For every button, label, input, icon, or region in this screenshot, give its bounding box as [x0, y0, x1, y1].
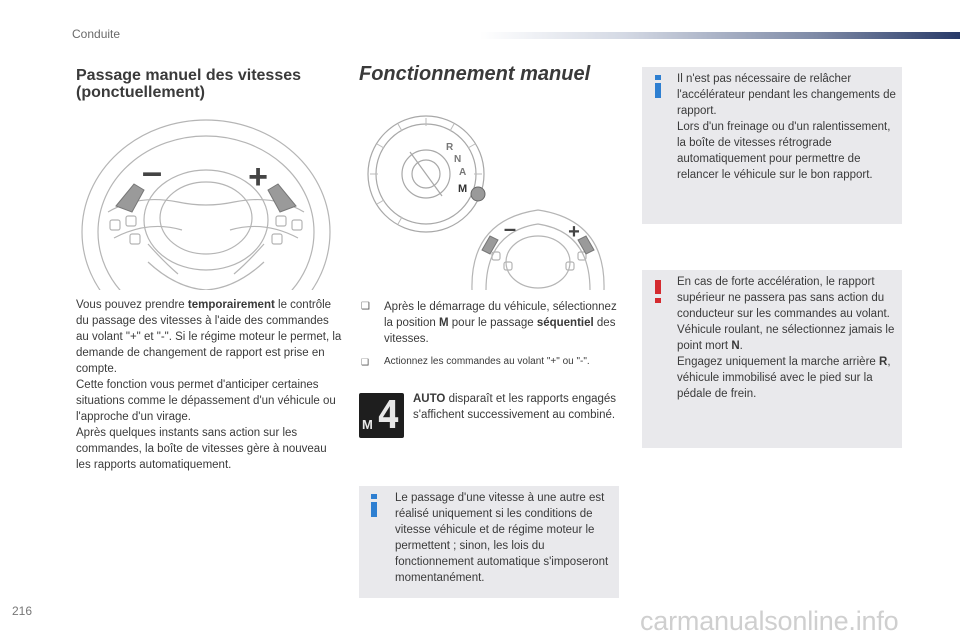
lcd-mode-letter: M: [362, 417, 373, 432]
checkbox-bullet-icon: ❑: [361, 357, 370, 367]
paragraph-anticipate: Cette fonction vous permet d'anticiper certaines situations comme le dépassement d'un véhicule ou l'approche d'un virage.: [76, 379, 336, 423]
selector-letter-a: A: [459, 167, 467, 178]
header-gradient-bar: [480, 32, 960, 39]
plus-paddle: [268, 184, 296, 212]
info-box-shift-conditions: Le passage d'une vitesse à une autre est réalisé uniquement si les conditions de vitesse véhicule et de régime moteur le permettent ; sinon, les lois du fonctionnement automatique s'imposeront momentanément.: [359, 486, 619, 598]
instrument-display: [359, 393, 404, 438]
left-body-text: [76, 297, 342, 473]
warning-box: En cas de forte accélération, le rapport supérieur ne passera pas sans action du conducteur sur les commandes au volant. Véhicule roulant, ne sélectionnez jamais le point mort N. Engagez uniquement la marche arrière R, véhicule immobilisé avec le pied sur la pédale de frein.: [642, 270, 902, 448]
section-title-manual-operation: Fonctionnement manuel: [359, 63, 591, 85]
auto-description: AUTO disparaît et les rapports engagés s'affichent successivement au combiné.: [413, 393, 617, 421]
minus-label-small: –: [503, 216, 517, 241]
minus-paddle: [116, 184, 144, 212]
plus-label-small: +: [568, 221, 580, 243]
minus-label: –: [141, 151, 163, 192]
selector-letter-r: R: [446, 142, 454, 153]
bullet-select-m: ❑ Après le démarrage du véhicule, sélectionnez la position M pour le passage séquentiel des vitesses.: [361, 301, 617, 345]
section-title-manual-shift: Passage manuel des vitesses (ponctuellement): [76, 67, 302, 101]
bullet-use-controls: ❑ Actionnez les commandes au volant "+" ou "-".: [361, 356, 590, 367]
paragraph-auto-return: Après quelques instants sans action sur les commandes, la boîte de vitesses gère à nouveau les rapports automatiquement.: [76, 427, 327, 471]
checkbox-bullet-icon: ❑: [361, 301, 370, 312]
plus-label: +: [248, 158, 268, 196]
section-header: Conduite: [72, 27, 121, 41]
selector-letter-n: N: [454, 154, 462, 165]
paragraph-temporarily: Vous pouvez prendre temporairement le contrôle du passage des vitesses à l'aide des commandes au volant "+" et "-". Si le régime moteur le permet, la demande de changement de rapport est prise en compte.: [76, 299, 342, 375]
watermark: carmanualsonline.info: [640, 606, 899, 636]
page-number: 216: [12, 604, 33, 618]
lcd-gear-number: 4: [377, 393, 400, 437]
steering-wheel-illustration: [78, 112, 334, 290]
selector-knob: [471, 187, 485, 201]
selector-letter-m: M: [458, 183, 468, 195]
info-box-accelerator: Il n'est pas nécessaire de relâcher l'accélérateur pendant les changements de rapport. Lors d'un freinage ou d'un ralentissement, la boîte de vitesses rétrograde automatiquement pour permettre de relancer le véhicule sur le bon rapport.: [642, 67, 902, 224]
gear-selector-illustration: [362, 112, 622, 290]
